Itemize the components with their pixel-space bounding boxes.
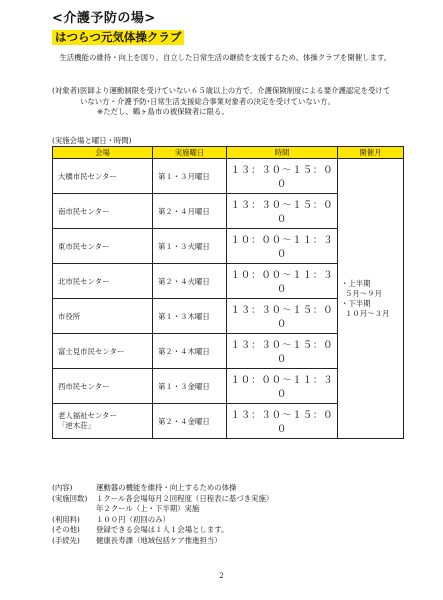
- note-row: [52, 525, 273, 536]
- time-cell: １０：００～１１：３０: [227, 264, 338, 299]
- section-heading: <介護予防の場>: [52, 11, 156, 26]
- table-header-row: [53, 147, 404, 159]
- note-text: １００円（初回のみ）: [96, 514, 170, 524]
- schedule-table: [52, 146, 404, 439]
- venue-cell: 市役所: [53, 299, 153, 334]
- period-cell: [338, 159, 404, 439]
- period-second-half-label: ・下半期: [341, 298, 371, 308]
- time-cell: １３：３０～１５：００: [227, 334, 338, 369]
- page-number: 2: [219, 572, 224, 580]
- day-cell: 第１・３金曜日: [153, 369, 227, 404]
- note-label: (その他): [52, 525, 80, 534]
- note-label: (手続先): [52, 535, 80, 545]
- venue-cell: 北市民センター: [53, 264, 153, 299]
- notes-section: [52, 483, 273, 546]
- day-cell: 第１・３火曜日: [153, 229, 227, 264]
- note-row: [52, 483, 273, 494]
- time-cell: １３：３０～１５：００: [227, 159, 338, 194]
- note-row: [52, 536, 273, 547]
- note-text: 運動器の機能を維持・向上するための体操: [96, 483, 237, 492]
- period-second-half-months: １０月～３月: [345, 308, 390, 318]
- day-cell: 第２・４火曜日: [153, 264, 227, 299]
- day-cell: 第１・３月曜日: [153, 159, 227, 194]
- table-row: [53, 159, 404, 194]
- header-time: 時間: [227, 147, 338, 159]
- note-text: １クール各会場毎月２回程度（日程表に基づき実施）: [96, 493, 274, 503]
- time-cell: １３：３０～１５：００: [227, 299, 338, 334]
- header-venue: 会場: [53, 147, 153, 159]
- target-section: [52, 86, 397, 118]
- note-label: (内容): [52, 483, 73, 492]
- day-cell: 第１・３木曜日: [153, 299, 227, 334]
- venue-line: 「逆木荘」: [58, 421, 95, 430]
- note-text: 登録できる会場は１人１会場とします。: [96, 525, 229, 534]
- intro-paragraph: 生活機能の維持・向上を図り、自立した日常生活の継続を支援するため、体操クラブを開催します。: [59, 53, 392, 62]
- venue-line: 老人福祉センター: [58, 411, 117, 420]
- time-cell: １０：００～１１：３０: [227, 369, 338, 404]
- club-title: はつらつ元気体操クラブ: [52, 30, 184, 45]
- note-row: [52, 515, 273, 526]
- period-first-half-months: ５月～９月: [345, 288, 382, 298]
- header-period: 開催月: [338, 147, 404, 159]
- venue-cell: 南市民センター: [53, 194, 153, 229]
- target-text: 医師より運動制限を受けていない６５歳以上の方で、介護保険制度による要介護認定を受けていない方・介護予防･日常生活支援総合事業対象者の決定を受けていない方。: [79, 86, 391, 106]
- time-cell: １３：３０～１５：００: [227, 194, 338, 229]
- header-day: 実施曜日: [153, 147, 227, 159]
- note-text: 健康長寿課（地域包括ケア推進担当）: [96, 535, 222, 545]
- day-cell: 第２・４金曜日: [153, 404, 227, 439]
- venue-cell: [53, 404, 153, 439]
- day-cell: 第２・４月曜日: [153, 194, 227, 229]
- target-note: ※ただし、鶴ヶ島市の被保険者に限る。: [97, 107, 229, 116]
- time-cell: １３：３０～１５：００: [227, 404, 338, 439]
- venue-cell: 富士見市民センター: [53, 334, 153, 369]
- schedule-label: (実施会場と曜日・時間): [52, 136, 132, 145]
- venue-cell: 大橋市民センター: [53, 159, 153, 194]
- target-label: (対象者): [52, 86, 80, 95]
- note-row: [52, 494, 273, 505]
- time-cell: １０：００～１１：３０: [227, 229, 338, 264]
- venue-cell: 西市民センター: [53, 369, 153, 404]
- note-label: (実施回数): [52, 493, 88, 503]
- period-first-half-label: ・上半期: [341, 278, 371, 288]
- venue-cell: 東市民センター: [53, 229, 153, 264]
- note-label: (利用料): [52, 514, 80, 524]
- day-cell: 第２・４木曜日: [153, 334, 227, 369]
- note-text-continued: 年２クール（上・下半期）実施: [96, 504, 200, 513]
